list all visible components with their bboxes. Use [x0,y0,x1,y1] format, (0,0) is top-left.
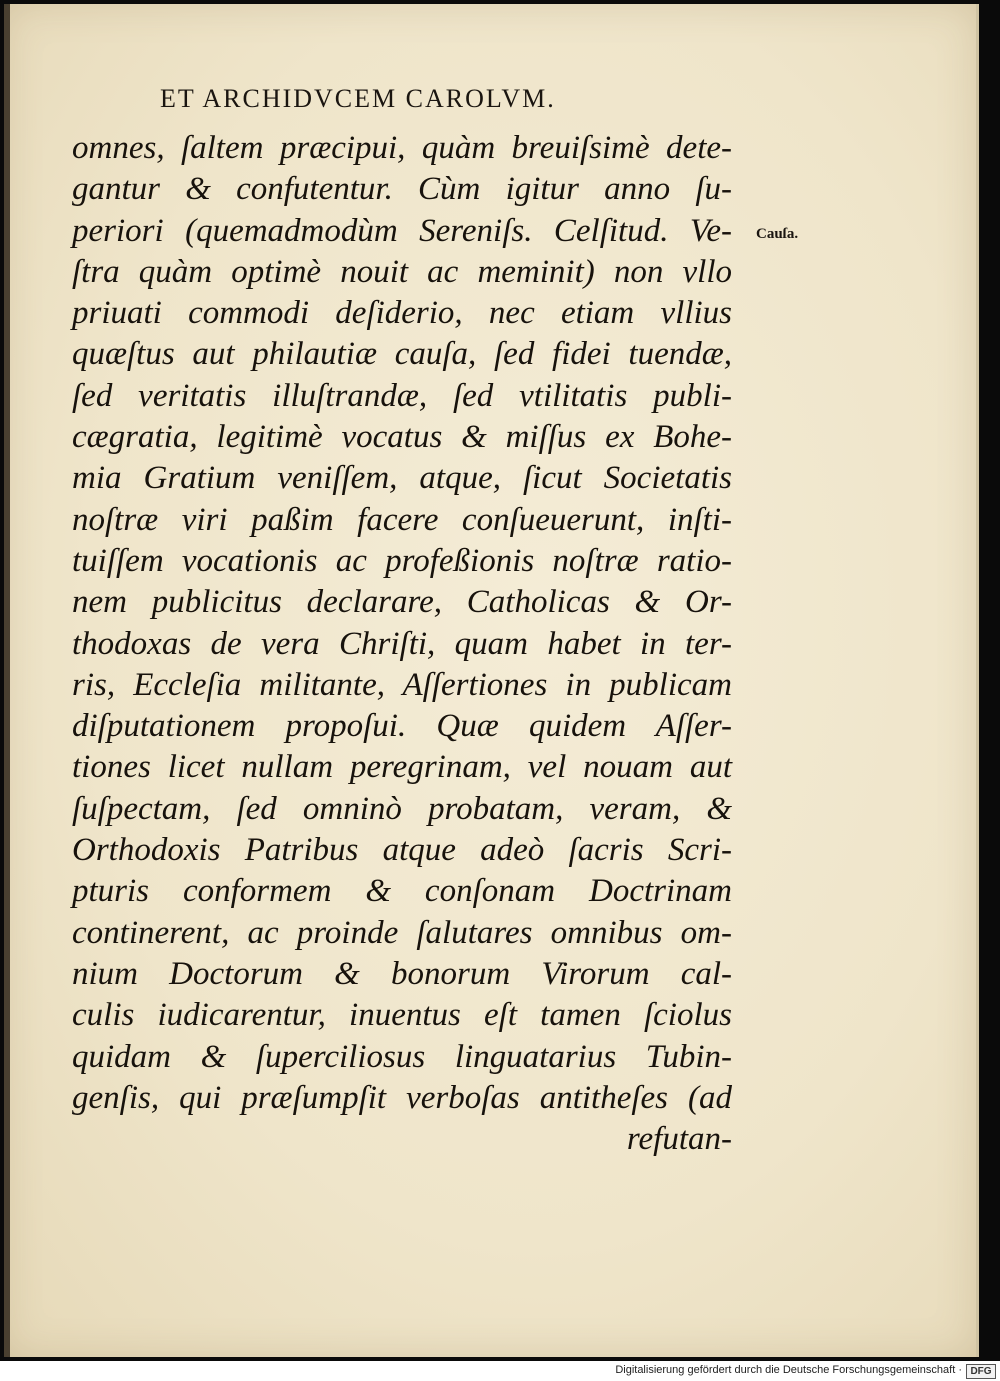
body-text [72,128,732,1160]
text-line: gantur & confutentur. Cùm igitur anno ſu- [72,171,732,208]
text-line: cægratia, legitimè vocatus & miſſus ex Bohe- [72,419,732,456]
binding-gutter [4,4,10,1357]
text-line: genſis, qui præſumpſit verboſas antitheſes (ad [72,1079,732,1116]
footer-bar [0,1361,1000,1381]
text-line: quæſtus aut philautiæ cauſa, ſed fidei tuendæ, [72,336,732,373]
text-line: nem publicitus declarare, Catholicas & Or- [72,584,732,621]
text-line: ſed veritatis illuſtrandæ, ſed vtilitatis publi- [72,377,732,414]
marginal-note: Cauſa. [756,226,799,242]
text-line: culis iudicarentur, inuentus eſt tamen ſciolus [72,997,732,1034]
text-line: tuiſſem vocationis ac profeßionis noſtræ ratio- [72,542,732,579]
text-line: omnes, ſaltem præcipui, quàm breuiſsimè dete- [72,130,732,166]
text-line: noſtræ viri paßim facere conſueuerunt, inſti- [72,501,732,538]
text-line: tiones licet nullam peregrinam, vel nouam aut [72,749,732,786]
dfg-logo: DFG [966,1364,996,1379]
text-line: Orthodoxis Patribus atque adeò ſacris Scri- [72,832,732,869]
text-line: ſtra quàm optimè nouit ac meminit) non vllo [72,253,732,290]
text-line: continerent, ac proinde ſalutares omnibus om- [72,914,732,951]
text-line: nium Doctorum & bonorum Virorum cal- [72,955,732,992]
footer-credit: Digitalisierung gefördert durch die Deutsche Forschungsgemeinschaft · [615,1364,962,1376]
text-line: pturis conformem & conſonam Doctrinam [72,873,732,910]
running-head: ET ARCHIDVCEM CAROLVM. [160,84,556,113]
text-line: periori (quemadmodùm Sereniſs. Celſitud. Ve- [72,212,732,249]
text-line: ris, Eccleſia militante, Aſſertiones in publicam [72,666,732,703]
catchword: refutan- [626,1121,732,1158]
text-line: diſputationem propoſui. Quæ quidem Aſſer- [72,708,732,745]
text-line: thodoxas de vera Chriſti, quam habet in ter- [72,625,732,662]
text-line: priuati commodi deſiderio, nec etiam vllius [72,295,732,332]
text-line: ſuſpectam, ſed omninò probatam, veram, & [72,790,732,827]
text-line: mia Gratium veniſſem, atque, ſicut Societatis [72,460,732,497]
text-line: quidam & ſuperciliosus linguatarius Tubin- [72,1038,732,1075]
